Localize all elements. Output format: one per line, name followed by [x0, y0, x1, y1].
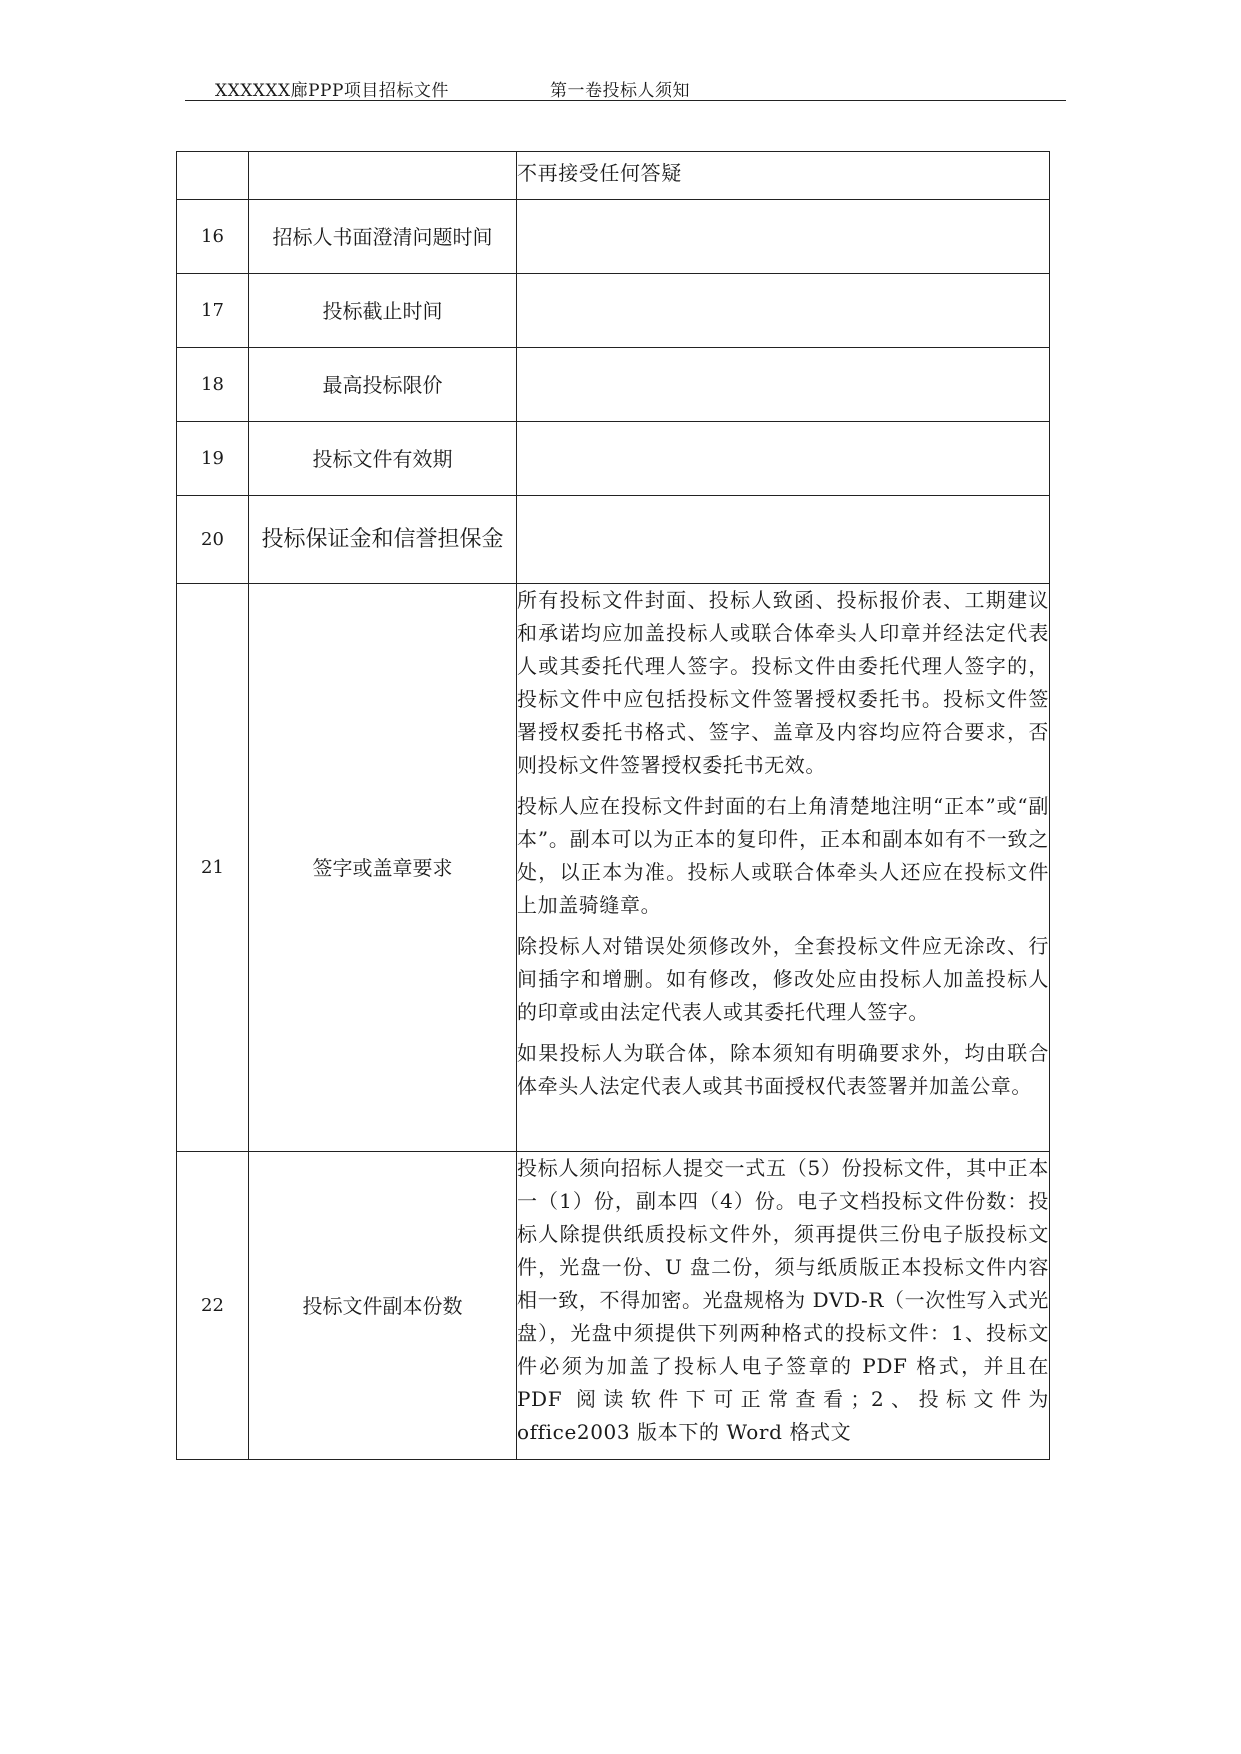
row-content: [517, 274, 1050, 348]
row-number: [177, 152, 249, 200]
row-content: [517, 200, 1050, 274]
content-paragraph: 除投标人对错误处须修改外，全套投标文件应无涂改、行间插字和增删。如有修改，修改处应由投标人加盖投标人的印章或由法定代表人或其委托代理人签字。: [517, 934, 1049, 1024]
document-title: XXXXXX廊PPP项目招标文件: [215, 81, 449, 101]
row-number: 22: [177, 1152, 249, 1460]
row-item: 投标文件副本份数: [249, 1152, 517, 1460]
table-row: [177, 152, 1050, 200]
row-number: 19: [177, 422, 249, 496]
row-content: [517, 584, 1050, 1152]
table-row: [177, 200, 1050, 274]
row-item: 投标截止时间: [249, 274, 517, 348]
table-row: [177, 422, 1050, 496]
row-number: 18: [177, 348, 249, 422]
table-row: [177, 584, 1050, 1152]
content-paragraph: 所有投标文件封面、投标人致函、投标报价表、工期建议和承诺均应加盖投标人或联合体牵头人印章并经法定代表人或其委托代理人签字。投标文件由委托代理人签字的，投标文件中应包括投标文件签署授权委托书。投标文件签署授权委托书格式、签字、盖章及内容均应符合要求，否则投标文件签署授权委托书无效。: [517, 588, 1049, 777]
row-number: 21: [177, 584, 249, 1152]
volume-title: 第一卷投标人须知: [550, 81, 690, 101]
row-content: [517, 1152, 1050, 1460]
page-header: [185, 70, 1066, 101]
tender-info-table: [176, 151, 1050, 1460]
row-content: [517, 496, 1050, 584]
row-item: 招标人书面澄清问题时间: [249, 200, 517, 274]
row-number: 20: [177, 496, 249, 584]
row-content: [517, 348, 1050, 422]
row-item: 最高投标限价: [249, 348, 517, 422]
content-paragraph: 投标人须向招标人提交一式五（5）份投标文件，其中正本一（1）份，副本四（4）份。电子文档投标文件份数：投标人除提供纸质投标文件外，须再提供三份电子版投标文件，光盘一份、U 盘二份，须与纸质版正本投标文件内容相一致，不得加密。光盘规格为 DVD-R（一次性写入式光盘），光盘中须提供下列两种格式的投标文件：1、投标文件必须为加盖了投标人电子签章的 PDF 格式，并且在 PDF 阅读软件下可正常查看；2、投标文件为 office2003 版本下的 Word 格式文: [517, 1156, 1049, 1444]
table-row: [177, 348, 1050, 422]
content-paragraph: 投标人应在投标文件封面的右上角清楚地注明“正本”或“副本”。副本可以为正本的复印件，正本和副本如有不一致之处，以正本为准。投标人或联合体牵头人还应在投标文件上加盖骑缝章。: [517, 794, 1049, 917]
content-paragraph: 如果投标人为联合体，除本须知有明确要求外，均由联合体牵头人法定代表人或其书面授权代表签署并加盖公章。: [517, 1041, 1049, 1098]
table-row: [177, 274, 1050, 348]
row-number: 16: [177, 200, 249, 274]
table-row: [177, 496, 1050, 584]
row-content: [517, 422, 1050, 496]
row-item: 投标保证金和信誉担保金: [249, 496, 517, 584]
row-item: 投标文件有效期: [249, 422, 517, 496]
row-content: [517, 152, 1050, 200]
content-paragraph: 不再接受任何答疑: [517, 161, 682, 185]
table-row: [177, 1152, 1050, 1460]
row-item: 签字或盖章要求: [249, 584, 517, 1152]
row-item: [249, 152, 517, 200]
row-number: 17: [177, 274, 249, 348]
